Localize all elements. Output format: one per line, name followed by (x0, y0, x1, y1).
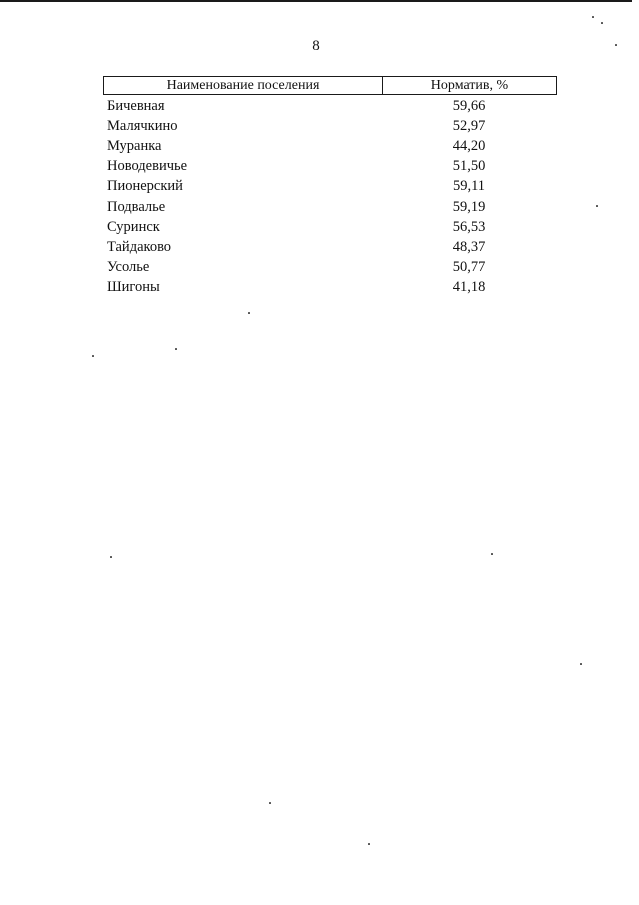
scan-speck (269, 802, 271, 804)
table-row (103, 278, 557, 298)
scan-speck (601, 22, 603, 24)
settlement-name: Суринск (107, 218, 160, 235)
norm-value: 59,66 (452, 97, 486, 114)
norm-value: 44,20 (452, 137, 486, 154)
header-norm-percent: Норматив, % (430, 78, 509, 93)
scan-speck (615, 44, 617, 46)
scan-speck (491, 553, 493, 555)
norm-value: 48,37 (452, 238, 486, 255)
scan-speck (92, 355, 94, 357)
settlement-name: Усолье (107, 259, 150, 276)
norm-value: 50,77 (452, 259, 486, 276)
norm-value: 56,53 (452, 218, 486, 235)
settlement-name: Подвалье (107, 198, 166, 215)
settlement-name: Пионерский (107, 178, 183, 195)
header-settlement-name: Наименование поселения (104, 77, 383, 94)
norm-value: 51,50 (452, 158, 486, 175)
norm-value: 59,19 (452, 198, 486, 215)
table-row (103, 116, 557, 136)
settlement-name: Шигоны (107, 279, 160, 296)
settlement-name: Новодевичье (107, 158, 188, 175)
norm-value: 41,18 (452, 279, 486, 296)
scan-speck (368, 843, 370, 845)
scan-speck (596, 205, 598, 207)
table-row (103, 96, 557, 116)
table-row (103, 237, 557, 257)
scan-speck (175, 348, 177, 350)
table-row (103, 136, 557, 156)
settlement-name: Бичевная (107, 97, 165, 114)
table-row (103, 258, 557, 278)
scan-speck (110, 556, 112, 558)
norms-table (103, 76, 557, 298)
settlement-name: Муранка (107, 137, 162, 154)
scan-speck (248, 312, 250, 314)
settlement-name: Тайдаково (107, 238, 172, 255)
table-row (103, 217, 557, 237)
norm-value: 59,11 (452, 178, 486, 195)
settlement-name: Малячкино (107, 117, 178, 134)
table-row (103, 157, 557, 177)
table-row (103, 177, 557, 197)
page-number: 8 (312, 38, 320, 54)
table-body (103, 96, 557, 298)
table-row (103, 197, 557, 217)
table-header-row (103, 76, 557, 95)
scan-speck (580, 663, 582, 665)
norm-value: 52,97 (452, 117, 486, 134)
scan-speck (592, 16, 594, 18)
top-border-line (0, 0, 632, 2)
